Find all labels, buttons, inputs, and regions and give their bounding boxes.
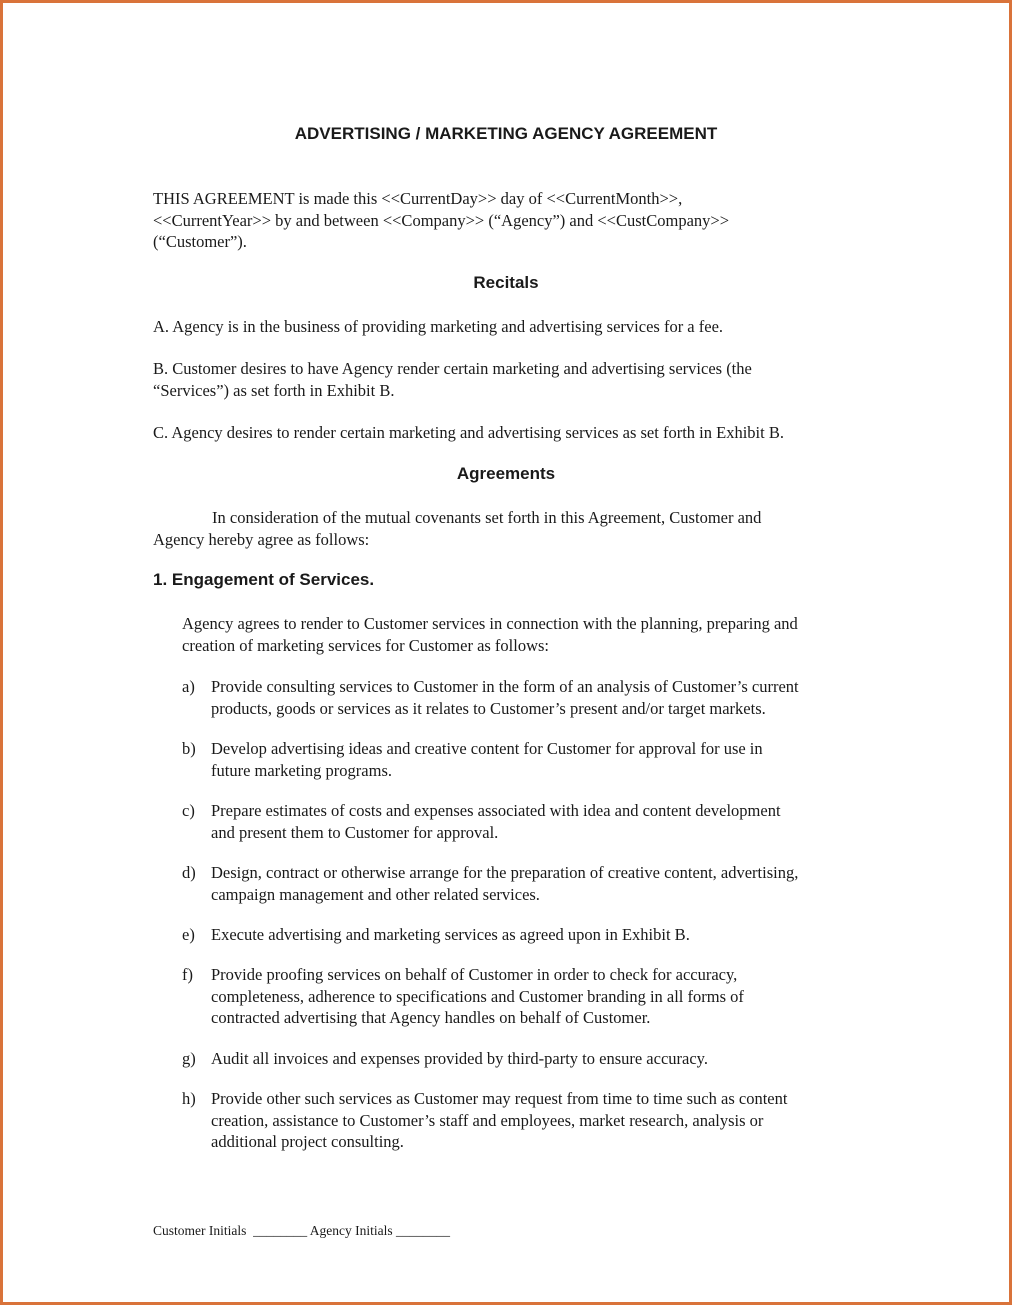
initials-footer: Customer Initials ________ Agency Initials ________ — [153, 1223, 450, 1238]
recital-b-line: B. Customer desires to have Agency render certain marketing and advertising services (the — [153, 359, 752, 378]
list-item-line: Provide proofing services on behalf of Customer in order to check for accuracy, — [211, 965, 738, 984]
intro-line: <<CurrentYear>> by and between <<Company>> (“Agency”) and <<CustCompany>> — [153, 210, 730, 230]
consideration-paragraph — [153, 507, 761, 550]
section-1-intro-line: Agency agrees to render to Customer services in connection with the planning, preparing and — [182, 614, 798, 633]
agreements-heading: Agreements — [456, 464, 556, 483]
section-1-intro — [182, 613, 798, 656]
list-item-letter: a) — [182, 677, 195, 696]
list-item-line: Execute advertising and marketing services as agreed upon in Exhibit B. — [211, 925, 690, 944]
list-item-letter: e) — [182, 925, 195, 944]
list-item-letter: c) — [182, 801, 195, 820]
intro-line: THIS AGREEMENT is made this <<CurrentDay>> day of <<CurrentMonth>>, — [153, 189, 683, 208]
list-item-line: Provide consulting services to Customer in the form of an analysis of Customer’s current — [211, 677, 799, 696]
list-item-line: products, goods or services as it relates to Customer’s present and/or target markets. — [211, 698, 766, 718]
list-item-letter: d) — [182, 863, 196, 882]
list-item-line: and present them to Customer for approval. — [211, 822, 499, 842]
section-1-heading: 1. Engagement of Services. — [153, 570, 375, 589]
list-item-line: campaign management and other related services. — [211, 884, 540, 904]
list-item-letter: g) — [182, 1049, 196, 1068]
list-item-letter: f) — [182, 965, 193, 984]
document-title: ADVERTISING / MARKETING AGENCY AGREEMENT — [294, 124, 718, 143]
intro-line: (“Customer”). — [153, 232, 247, 251]
list-item-letter: h) — [182, 1089, 196, 1108]
list-item-line: Design, contract or otherwise arrange for the preparation of creative content, advertising, — [211, 863, 799, 882]
recital-b — [153, 358, 752, 401]
recital-b-line: “Services”) as set forth in Exhibit B. — [153, 380, 395, 400]
recital-c: C. Agency desires to render certain marketing and advertising services as set forth in Exhibit B. — [153, 423, 784, 442]
list-item-line: contracted advertising that Agency handles on behalf of Customer. — [211, 1008, 651, 1027]
list-item-letter: b) — [182, 739, 196, 758]
list-item-line: creation, assistance to Customer’s staff and employees, market research, analysis or — [211, 1110, 764, 1130]
recital-a: A. Agency is in the business of providing marketing and advertising services for a fee. — [153, 317, 724, 336]
recitals-heading: Recitals — [473, 273, 539, 292]
list-item-line: Prepare estimates of costs and expenses associated with idea and content development — [211, 801, 781, 820]
list-item-line: Audit all invoices and expenses provided by third-party to ensure accuracy. — [211, 1049, 708, 1068]
list-item-line: Provide other such services as Customer may request from time to time such as content — [211, 1089, 788, 1108]
section-1-intro-line: creation of marketing services for Customer as follows: — [182, 635, 550, 655]
consideration-line: In consideration of the mutual covenants set forth in this Agreement, Customer and — [212, 508, 762, 527]
list-item-line: completeness, adherence to specifications and Customer branding in all forms of — [211, 986, 744, 1006]
list-item-line: Develop advertising ideas and creative content for Customer for approval for use in — [211, 739, 763, 758]
consideration-line: Agency hereby agree as follows: — [153, 529, 370, 549]
list-item-line: future marketing programs. — [211, 760, 392, 780]
list-item-line: additional project consulting. — [211, 1132, 404, 1151]
intro-paragraph — [153, 188, 729, 253]
